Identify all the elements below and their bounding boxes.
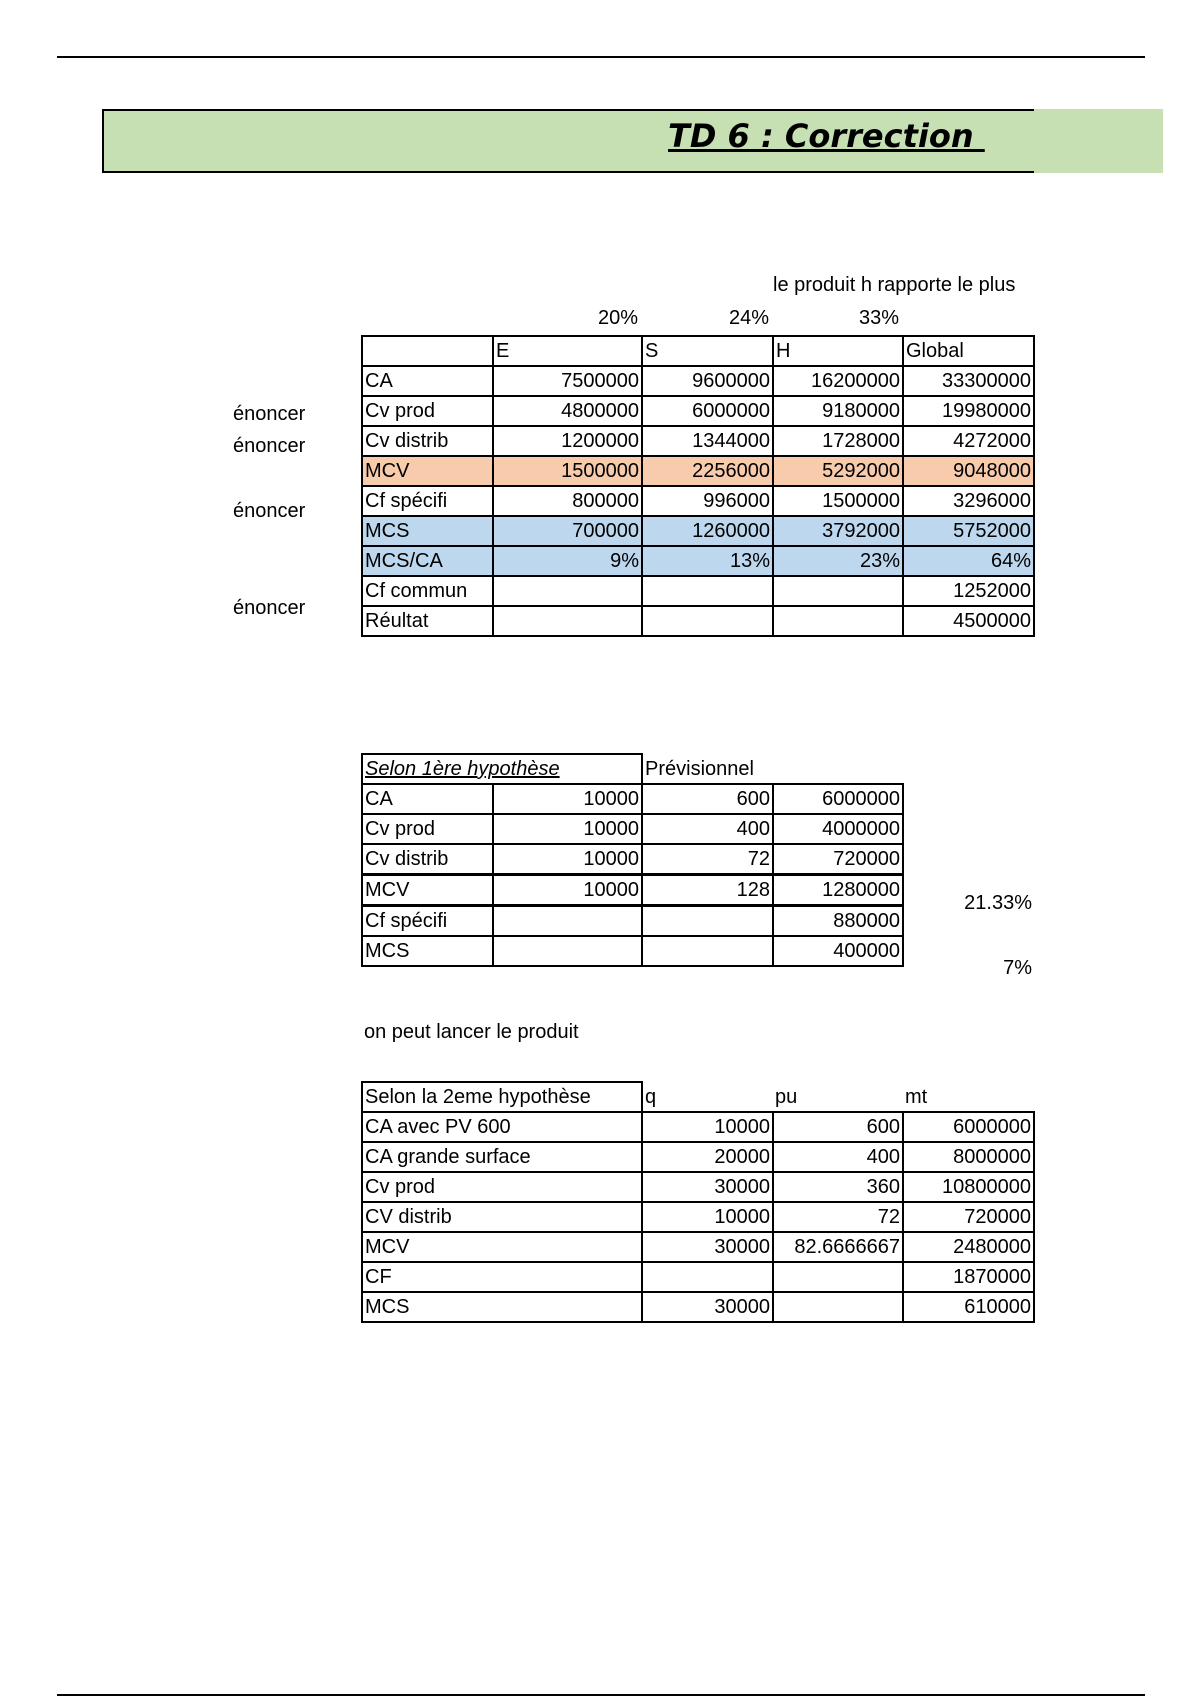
header-mt: mt <box>903 1082 1034 1112</box>
table-header-row <box>362 336 1034 366</box>
header-cell: H <box>773 336 903 366</box>
table-row-mcv <box>362 456 1034 486</box>
cell-value <box>642 936 773 966</box>
cell-value: 400 <box>642 814 773 844</box>
conclusion-text: on peut lancer le produit <box>364 1021 579 1043</box>
table-row <box>362 784 903 814</box>
cell-value <box>493 576 642 606</box>
percent-h: 33% <box>858 307 899 329</box>
hypothesis-1-table <box>361 753 904 967</box>
cell-value: 996000 <box>642 486 773 516</box>
row-label: MCS <box>362 1292 642 1322</box>
cell-value: 600 <box>642 784 773 814</box>
cell-value: 10000 <box>493 784 642 814</box>
table-row <box>362 576 1034 606</box>
cell-value: 30000 <box>642 1292 773 1322</box>
cell-value: 3296000 <box>903 486 1034 516</box>
table-row-mcs <box>362 516 1034 546</box>
cell-value: 19980000 <box>903 396 1034 426</box>
previsionnel-label: Prévisionnel <box>642 754 903 784</box>
row-label: CF <box>362 1262 642 1292</box>
cell-value: 16200000 <box>773 366 903 396</box>
cell-value: 360 <box>773 1172 903 1202</box>
cell-value: 128 <box>642 875 773 906</box>
table-row-mcv <box>362 875 903 906</box>
cell-value: 23% <box>773 546 903 576</box>
row-label: Cf spécifi <box>362 486 493 516</box>
cell-value: 400 <box>773 1142 903 1172</box>
row-label: Réultat <box>362 606 493 636</box>
table-row <box>362 1262 1034 1292</box>
cell-value: 600 <box>773 1112 903 1142</box>
side-label-enoncer: énoncer <box>233 597 306 619</box>
cell-value <box>642 576 773 606</box>
row-label: Cv prod <box>362 814 493 844</box>
cell-value: 4272000 <box>903 426 1034 456</box>
row-label: MCS <box>362 516 493 546</box>
table-row <box>362 426 1034 456</box>
table-row <box>362 1112 1034 1142</box>
row-label: CA avec PV 600 <box>362 1112 642 1142</box>
row-label: Cv distrib <box>362 844 493 875</box>
row-label: Cv prod <box>362 396 493 426</box>
hypothesis-2-table <box>361 1081 1035 1323</box>
cell-value: 1500000 <box>493 456 642 486</box>
hypothesis-1-title: Selon 1ère hypothèse <box>362 754 642 784</box>
mcv-ratio: 21.33% <box>964 892 1032 914</box>
cell-value: 4800000 <box>493 396 642 426</box>
cell-value: 1500000 <box>773 486 903 516</box>
cell-value: 72 <box>773 1202 903 1232</box>
cell-value <box>642 906 773 937</box>
cell-value: 1252000 <box>903 576 1034 606</box>
side-label-enoncer: énoncer <box>233 435 306 457</box>
cell-value <box>493 606 642 636</box>
table-header-row <box>362 754 903 784</box>
cell-value: 880000 <box>773 906 903 937</box>
page-title: TD 6 : Correction <box>668 117 985 155</box>
cell-value: 1344000 <box>642 426 773 456</box>
cell-value <box>493 936 642 966</box>
table-row-mcs-ca <box>362 546 1034 576</box>
cell-value: 82.6666667 <box>773 1232 903 1262</box>
cell-value <box>773 1262 903 1292</box>
table-row <box>362 1142 1034 1172</box>
cell-value: 10000 <box>493 844 642 875</box>
cell-value: 6000000 <box>903 1112 1034 1142</box>
header-cell: E <box>493 336 642 366</box>
cell-value: 720000 <box>773 844 903 875</box>
row-label: CA <box>362 366 493 396</box>
cell-value: 6000000 <box>642 396 773 426</box>
cell-value: 1870000 <box>903 1262 1034 1292</box>
cell-value: 10800000 <box>903 1172 1034 1202</box>
side-label-enoncer: énoncer <box>233 403 306 425</box>
row-label: CA <box>362 784 493 814</box>
cell-value: 4000000 <box>773 814 903 844</box>
cell-value: 720000 <box>903 1202 1034 1232</box>
table-row <box>362 396 1034 426</box>
hypothesis-2-title: Selon la 2eme hypothèse <box>362 1082 642 1112</box>
percent-s: 24% <box>728 307 769 329</box>
results-table <box>361 335 1035 637</box>
table-row <box>362 936 903 966</box>
cell-value: 30000 <box>642 1172 773 1202</box>
cell-value: 13% <box>642 546 773 576</box>
table-row <box>362 1202 1034 1232</box>
cell-value: 1280000 <box>773 875 903 906</box>
cell-value: 64% <box>903 546 1034 576</box>
row-label: MCS <box>362 936 493 966</box>
cell-value: 1260000 <box>642 516 773 546</box>
cell-value <box>642 1262 773 1292</box>
percent-e: 20% <box>597 307 638 329</box>
cell-value: 2480000 <box>903 1232 1034 1262</box>
cell-value: 1728000 <box>773 426 903 456</box>
cell-value: 4500000 <box>903 606 1034 636</box>
cell-value: 5292000 <box>773 456 903 486</box>
row-label: Cv distrib <box>362 426 493 456</box>
cell-value <box>642 606 773 636</box>
cell-value: 610000 <box>903 1292 1034 1322</box>
cell-value: 7500000 <box>493 366 642 396</box>
cell-value: 10000 <box>642 1112 773 1142</box>
cell-value: 800000 <box>493 486 642 516</box>
mcs-ratio: 7% <box>1003 957 1032 979</box>
table-row <box>362 814 903 844</box>
cell-value: 8000000 <box>903 1142 1034 1172</box>
table-row <box>362 486 1034 516</box>
row-label: CA grande surface <box>362 1142 642 1172</box>
row-label: MCV <box>362 875 493 906</box>
row-label: Cv prod <box>362 1172 642 1202</box>
cell-value: 400000 <box>773 936 903 966</box>
cell-value: 72 <box>642 844 773 875</box>
cell-value <box>773 606 903 636</box>
row-label: Cf commun <box>362 576 493 606</box>
cell-value <box>773 576 903 606</box>
table-row <box>362 366 1034 396</box>
cell-value: 10000 <box>493 875 642 906</box>
cell-value: 9048000 <box>903 456 1034 486</box>
table-row <box>362 606 1034 636</box>
cell-value <box>773 1292 903 1322</box>
cell-value: 2256000 <box>642 456 773 486</box>
header-cell: S <box>642 336 773 366</box>
cell-value: 33300000 <box>903 366 1034 396</box>
row-label: CV distrib <box>362 1202 642 1232</box>
table-header-row <box>362 1082 1034 1112</box>
header-q: q <box>642 1082 773 1112</box>
side-label-enoncer: énoncer <box>233 500 306 522</box>
cell-value: 5752000 <box>903 516 1034 546</box>
row-label: MCV <box>362 1232 642 1262</box>
header-pu: pu <box>773 1082 903 1112</box>
cell-value: 10000 <box>493 814 642 844</box>
row-label: Cf spécifi <box>362 906 493 937</box>
cell-value: 9180000 <box>773 396 903 426</box>
cell-value: 700000 <box>493 516 642 546</box>
header-cell: Global <box>903 336 1034 366</box>
note-top: le produit h rapporte le plus <box>773 274 1016 296</box>
row-label: MCV <box>362 456 493 486</box>
table-row <box>362 844 903 875</box>
cell-value: 3792000 <box>773 516 903 546</box>
cell-value <box>493 906 642 937</box>
cell-value: 10000 <box>642 1202 773 1232</box>
header-cell <box>362 336 493 366</box>
table-row <box>362 1292 1034 1322</box>
cell-value: 20000 <box>642 1142 773 1172</box>
cell-value: 9600000 <box>642 366 773 396</box>
cell-value: 6000000 <box>773 784 903 814</box>
cell-value: 30000 <box>642 1232 773 1262</box>
cell-value: 9% <box>493 546 642 576</box>
table-row <box>362 1172 1034 1202</box>
bottom-rule <box>57 1694 1145 1696</box>
cell-value: 1200000 <box>493 426 642 456</box>
top-rule <box>57 56 1145 58</box>
row-label: MCS/CA <box>362 546 493 576</box>
table-row <box>362 1232 1034 1262</box>
table-row <box>362 906 903 937</box>
